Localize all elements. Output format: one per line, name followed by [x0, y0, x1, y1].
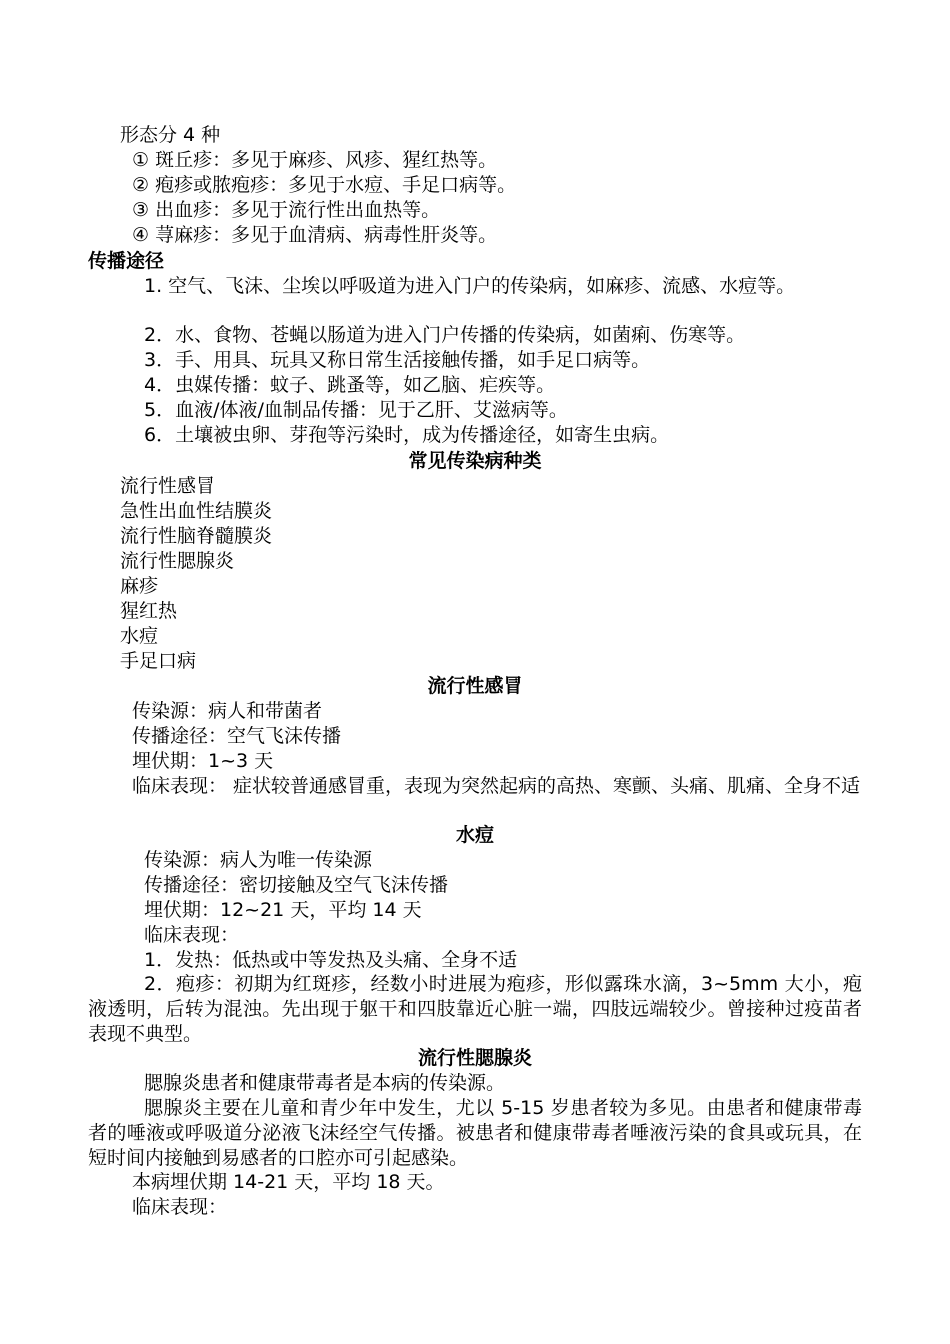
- chickenpox-route: 传播途径：密切接触及空气飞沫传播: [144, 874, 449, 896]
- forms-item: ③ 出血疹：多见于流行性出血热等。: [132, 199, 441, 221]
- disease-list-item: 急性出血性结膜炎: [120, 500, 273, 522]
- flu-clinical: 临床表现： 症状较普通感冒重，表现为突然起病的高热、寒颤、头痛、肌痛、全身不适: [132, 775, 861, 797]
- section-heading-common-diseases: 常见传染病种类: [408, 450, 542, 472]
- section-heading-mumps: 流行性腮腺炎: [417, 1047, 532, 1069]
- chickenpox-clinical-item: 2．疱疹：初期为红斑疹，经数小时进展为疱疹，形似露珠水滴，3~5mm 大小，疱液透明，后转为混浊。先出现于躯干和四肢靠近心脏一端，四肢远端较少。曾接种过疫苗者表现不典型。: [88, 973, 862, 1045]
- mumps-paragraph: 腮腺炎患者和健康带毒者是本病的传染源。: [144, 1072, 506, 1094]
- disease-list-item: 麻疹: [120, 575, 159, 597]
- route-item: 1. 空气、飞沫、尘埃以呼吸道为进入门户的传染病，如麻疹、流感、水痘等。: [144, 275, 796, 297]
- section-heading-chickenpox: 水痘: [455, 824, 494, 846]
- disease-list-item: 流行性脑脊髓膜炎: [120, 525, 273, 547]
- mumps-paragraph: 本病埋伏期 14-21 天，平均 18 天。: [132, 1171, 445, 1193]
- disease-list-item: 水痘: [120, 625, 159, 647]
- section-heading-routes: 传播途径: [88, 250, 165, 272]
- section-heading-flu: 流行性感冒: [427, 675, 523, 697]
- route-item: 5．血液/体液/血制品传播：见于乙肝、艾滋病等。: [144, 399, 568, 421]
- disease-list-item: 手足口病: [120, 650, 197, 672]
- forms-item: ④ 荨麻疹：多见于血清病、病毒性肝炎等。: [132, 224, 498, 246]
- route-item: 6．土壤被虫卵、芽孢等污染时，成为传播途径，如寄生虫病。: [144, 424, 670, 446]
- disease-list-item: 流行性腮腺炎: [120, 550, 235, 572]
- mumps-paragraph: 腮腺炎主要在儿童和青少年中发生，尤以 5-15 岁患者较为多见。由患者和健康带毒者的唾液或呼吸道分泌液飞沫经空气传播。被患者和健康带毒者唾液污染的食具或玩具，在短时间内接触到易感者的口腔亦可引起感染。: [88, 1097, 862, 1169]
- flu-source: 传染源：病人和带菌者: [132, 700, 323, 722]
- forms-intro: 形态分 4 种: [120, 124, 221, 146]
- route-item: 3．手、用具、玩具又称日常生活接触传播，如手足口病等。: [144, 349, 651, 371]
- flu-incubation: 埋伏期：1~3 天: [132, 750, 274, 772]
- chickenpox-clinical-label: 临床表现：: [144, 924, 240, 946]
- route-item: 2．水、食物、苍蝇以肠道为进入门户传播的传染病，如菌痢、伤寒等。: [144, 324, 746, 346]
- forms-item: ② 疱疹或脓疱疹：多见于水痘、手足口病等。: [132, 174, 517, 196]
- chickenpox-clinical-item: 1．发热：低热或中等发热及头痛、全身不适: [144, 949, 518, 971]
- disease-list-item: 流行性感冒: [120, 475, 216, 497]
- route-item: 4．虫媒传播：蚊子、跳蚤等，如乙脑、疟疾等。: [144, 374, 556, 396]
- flu-route: 传播途径：空气飞沫传播: [132, 725, 342, 747]
- disease-list-item: 猩红热: [120, 600, 178, 622]
- mumps-clinical-label: 临床表现：: [132, 1196, 228, 1218]
- chickenpox-incubation: 埋伏期：12~21 天，平均 14 天: [144, 899, 422, 921]
- forms-item: ① 斑丘疹：多见于麻疹、风疹、猩红热等。: [132, 149, 498, 171]
- chickenpox-source: 传染源：病人为唯一传染源: [144, 849, 373, 871]
